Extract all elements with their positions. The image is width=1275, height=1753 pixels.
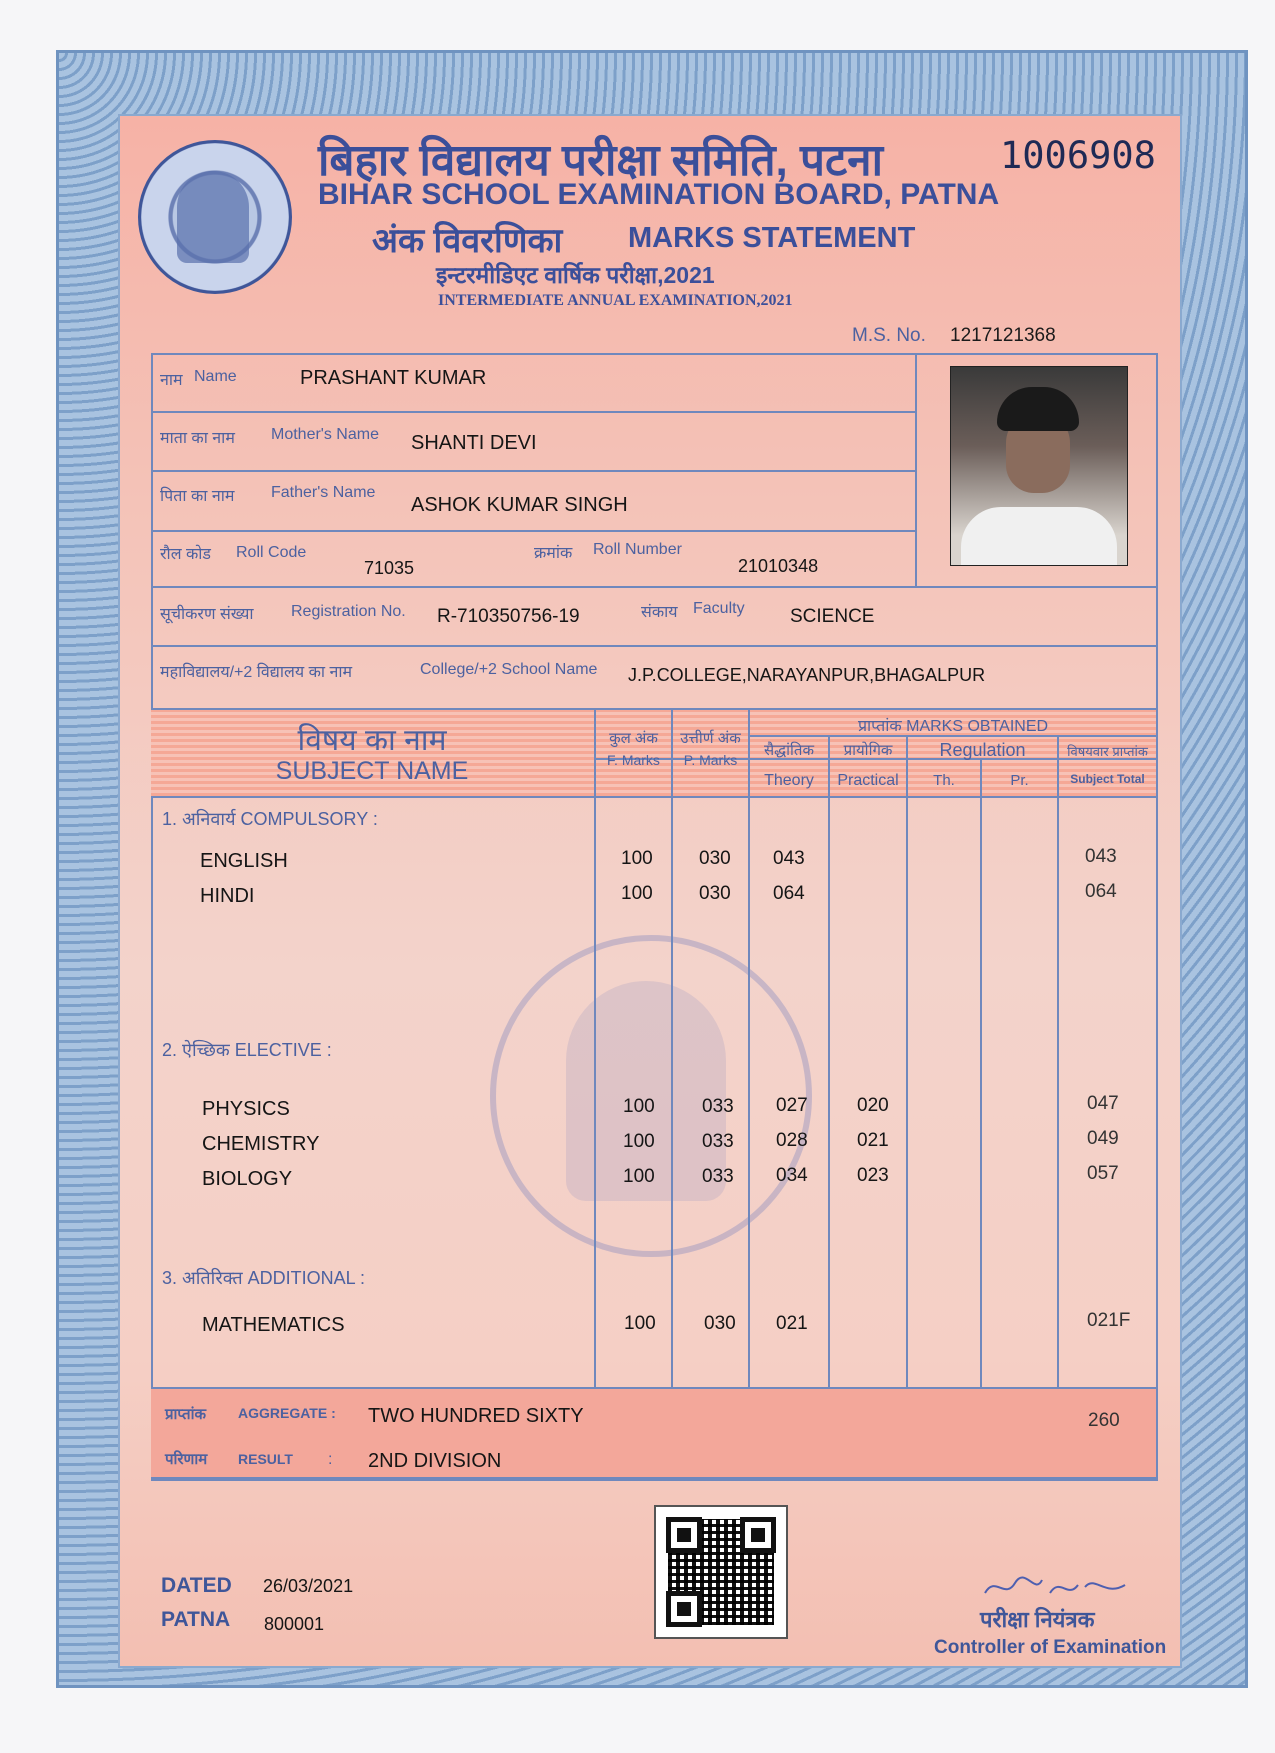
controller-title-english: Controller of Examination xyxy=(934,1637,1167,1658)
board-name-hindi: बिहार विद्यालय परीक्षा समिति, पटना xyxy=(318,136,883,185)
practical-marks: 020 xyxy=(857,1095,889,1116)
column-line xyxy=(980,760,982,1387)
serial-number: 1006908 xyxy=(1000,134,1156,177)
divider xyxy=(151,645,1156,647)
roll-code-label-hindi: रौल कोड xyxy=(160,546,211,563)
theory-marks: 064 xyxy=(773,883,805,904)
section-compulsory: 1. अनिवार्य COMPULSORY : xyxy=(162,809,378,829)
full-marks: 100 xyxy=(623,1166,655,1187)
college-name: J.P.COLLEGE,NARAYANPUR,BHAGALPUR xyxy=(628,665,986,685)
father-name: ASHOK KUMAR SINGH xyxy=(411,494,628,516)
marks-obtained-header: प्राप्तांक MARKS OBTAINED xyxy=(857,718,1049,735)
fmarks-header-hindi: कुल अंक xyxy=(609,730,658,747)
full-marks: 100 xyxy=(624,1313,656,1334)
student-photo xyxy=(950,366,1128,566)
roll-number-label-english: Roll Number xyxy=(593,541,682,558)
result-value: 2ND DIVISION xyxy=(368,1450,502,1472)
subject-total: 021F xyxy=(1087,1310,1131,1331)
aggregate-band xyxy=(151,1387,1156,1479)
column-line xyxy=(906,735,908,1387)
exam-title-english: INTERMEDIATE ANNUAL EXAMINATION,2021 xyxy=(438,292,793,309)
practical-marks: 021 xyxy=(857,1130,889,1151)
practical-marks: 023 xyxy=(857,1165,889,1186)
divider xyxy=(151,586,1156,588)
faculty-label-hindi: संकाय xyxy=(641,604,678,621)
regulation-practical-header: Pr. xyxy=(1010,772,1029,789)
divider xyxy=(915,353,917,588)
name-label-english: Name xyxy=(194,368,237,385)
father-label-hindi: पिता का नाम xyxy=(160,488,235,505)
student-name: PRASHANT KUMAR xyxy=(300,367,487,389)
father-label-english: Father's Name xyxy=(271,484,376,501)
subject-header-english: SUBJECT NAME xyxy=(275,757,469,785)
subject-name: PHYSICS xyxy=(202,1098,290,1120)
mother-label-english: Mother's Name xyxy=(271,426,379,443)
registration-label-hindi: सूचीकरण संख्या xyxy=(160,606,254,623)
regulation-theory-header: Th. xyxy=(933,772,955,789)
controller-signature xyxy=(980,1565,1130,1605)
result-label-english: RESULT xyxy=(238,1451,293,1467)
pass-marks: 033 xyxy=(702,1166,734,1187)
theory-header-english: Theory xyxy=(764,772,814,789)
mother-label-hindi: माता का नाम xyxy=(160,430,235,447)
qr-code[interactable] xyxy=(654,1505,788,1639)
full-marks: 100 xyxy=(623,1131,655,1152)
registration-number: R-710350756-19 xyxy=(437,606,580,627)
subject-total: 057 xyxy=(1087,1163,1119,1184)
subject-name: HINDI xyxy=(200,885,255,907)
divider xyxy=(151,411,916,413)
divider xyxy=(151,470,916,472)
aggregate-words: TWO HUNDRED SIXTY xyxy=(368,1405,584,1427)
practical-header-hindi: प्रायोगिक xyxy=(843,742,893,759)
exam-title-hindi: इन्टरमीडिएट वार्षिक परीक्षा,2021 xyxy=(436,262,715,288)
section-elective: 2. ऐच्छिक ELECTIVE : xyxy=(162,1040,332,1060)
section-additional: 3. अतिरिक्त ADDITIONAL : xyxy=(162,1268,365,1288)
pass-marks: 030 xyxy=(704,1313,736,1334)
pass-marks: 030 xyxy=(699,848,731,869)
theory-marks: 034 xyxy=(776,1165,808,1186)
full-marks: 100 xyxy=(621,848,653,869)
name-label-hindi: नाम xyxy=(160,372,183,389)
roll-number: 21010348 xyxy=(738,556,819,576)
theory-marks: 021 xyxy=(776,1313,808,1334)
pin-code: 800001 xyxy=(264,1614,325,1634)
column-line xyxy=(671,710,673,1387)
regulation-header: Regulation xyxy=(939,740,1026,760)
fmarks-header-english: F. Marks xyxy=(607,752,660,768)
faculty: SCIENCE xyxy=(790,606,875,627)
board-seal-logo xyxy=(138,140,292,294)
registration-label-english: Registration No. xyxy=(291,603,406,620)
aggregate-label-hindi: प्राप्तांक xyxy=(165,1406,206,1423)
mother-name: SHANTI DEVI xyxy=(411,432,537,454)
divider xyxy=(151,530,916,532)
pmarks-header-english: P. Marks xyxy=(683,752,738,768)
statement-title-english: MARKS STATEMENT xyxy=(628,222,916,254)
theory-marks: 027 xyxy=(776,1095,808,1116)
ms-no-label: M.S. No. xyxy=(852,325,926,346)
subject-total: 043 xyxy=(1085,846,1117,867)
roll-number-label-hindi: क्रमांक xyxy=(534,545,573,562)
issue-date: 26/03/2021 xyxy=(263,1576,354,1596)
subject-total: 064 xyxy=(1085,881,1117,902)
theory-header-hindi: सैद्धांतिक xyxy=(764,742,814,759)
college-label-hindi: महाविद्यालय/+2 विद्यालय का नाम xyxy=(160,664,353,681)
college-label-english: College/+2 School Name xyxy=(420,661,598,678)
roll-code: 71035 xyxy=(364,558,415,578)
controller-title-hindi: परीक्षा नियंत्रक xyxy=(980,1607,1095,1632)
dated-label: DATED xyxy=(161,1574,232,1597)
subject-total-header-hindi: विषयवार प्राप्तांक xyxy=(1067,744,1148,759)
full-marks: 100 xyxy=(621,883,653,904)
faculty-label-english: Faculty xyxy=(693,600,745,617)
theory-marks: 043 xyxy=(773,848,805,869)
roll-code-label-english: Roll Code xyxy=(236,544,307,561)
subject-header-hindi: विषय का नाम xyxy=(297,724,447,757)
place-label: PATNA xyxy=(161,1608,231,1631)
pmarks-header-hindi: उत्तीर्ण अंक xyxy=(680,730,741,747)
aggregate-value: 260 xyxy=(1088,1410,1120,1431)
pass-marks: 033 xyxy=(702,1131,734,1152)
column-line xyxy=(594,710,596,1387)
board-name-english: BIHAR SCHOOL EXAMINATION BOARD, PATNA xyxy=(318,178,1000,211)
divider xyxy=(151,796,1156,798)
subject-total: 049 xyxy=(1087,1128,1119,1149)
practical-header-english: Practical xyxy=(837,772,899,789)
ms-no-value: 1217121368 xyxy=(950,325,1056,346)
column-line xyxy=(1057,735,1059,1387)
theory-marks: 028 xyxy=(776,1130,808,1151)
aggregate-label-english: AGGREGATE : xyxy=(238,1405,336,1421)
subject-name: ENGLISH xyxy=(200,850,288,872)
full-marks: 100 xyxy=(623,1096,655,1117)
result-colon: : xyxy=(328,1451,333,1468)
column-line xyxy=(828,735,830,1387)
subject-name: BIOLOGY xyxy=(202,1168,293,1190)
subject-name: CHEMISTRY xyxy=(202,1133,320,1155)
subject-total-header-english: Subject Total xyxy=(1070,772,1145,786)
subject-name: MATHEMATICS xyxy=(202,1314,345,1336)
result-label-hindi: परिणाम xyxy=(165,1451,208,1468)
column-line xyxy=(748,710,750,1387)
subject-total: 047 xyxy=(1087,1093,1119,1114)
pass-marks: 030 xyxy=(699,883,731,904)
statement-title-hindi: अंक विवरणिका xyxy=(372,222,563,260)
pass-marks: 033 xyxy=(702,1096,734,1117)
